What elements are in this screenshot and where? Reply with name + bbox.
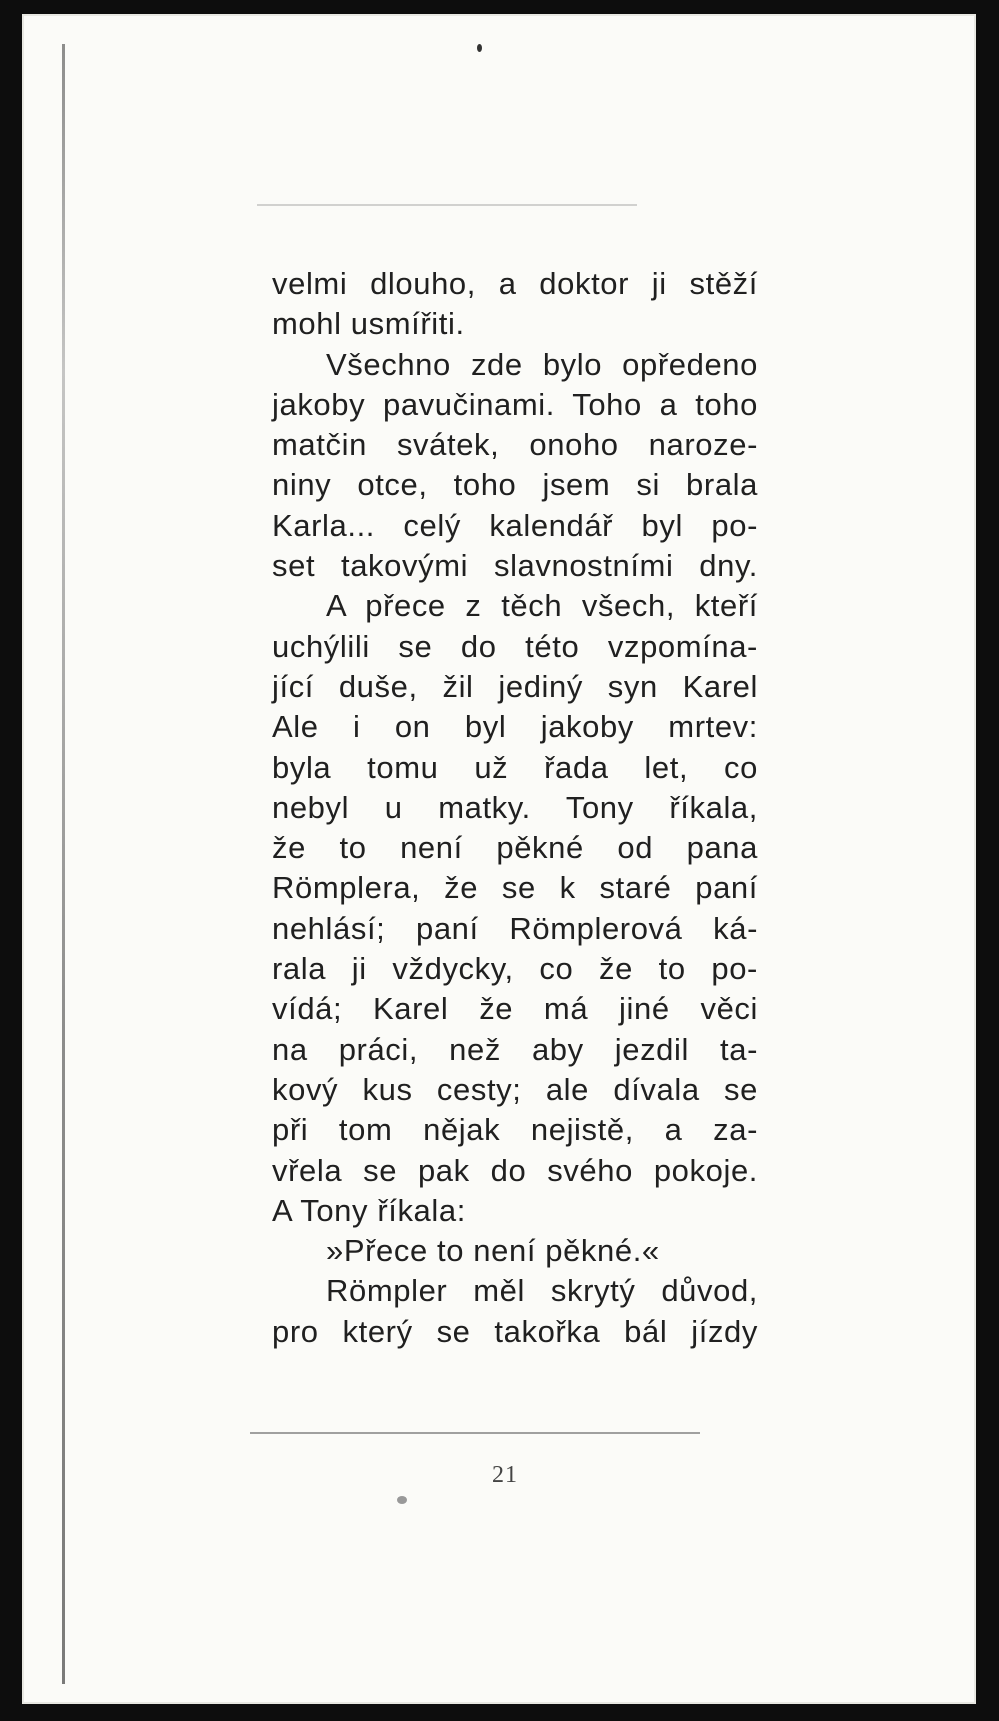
scan-left-edge [62, 44, 65, 1684]
text-line: Karla... celý kalendář byl po- [272, 507, 758, 543]
text-line: Všechno zde bylo opředeno [326, 346, 758, 382]
top-rule [257, 204, 637, 206]
text-line: jící duše, žil jediný syn Karel [272, 668, 758, 704]
scan-speck [477, 44, 482, 52]
text-line: na práci, než aby jezdil ta- [272, 1031, 758, 1067]
text-line: jakoby pavučinami. Toho a toho [272, 386, 758, 422]
text-line: Römpler měl skrytý důvod, [326, 1273, 758, 1309]
text-line: kový kus cesty; ale dívala se [272, 1071, 758, 1107]
scan-speck [397, 1496, 407, 1504]
footer-rule [250, 1432, 700, 1434]
text-line: niny otce, toho jsem si brala [272, 467, 758, 503]
page-number: 21 [492, 1462, 518, 1488]
body-text [272, 264, 758, 1352]
text-line: velmi dlouho, a doktor ji stěží [272, 266, 758, 301]
text-line: set takovými slavnostními dny. [272, 548, 758, 584]
text-line: uchýlili se do této vzpomína- [272, 628, 758, 664]
text-line: vřela se pak do svého pokoje. [272, 1152, 758, 1188]
text-line: Römplera, že se k staré paní [272, 870, 758, 906]
text-line: matčin svátek, onoho naroze- [272, 427, 758, 463]
text-line: rala ji vždycky, co že to po- [272, 951, 758, 987]
text-line: A Tony říkala: [272, 1192, 466, 1228]
text-line: »Přece to není pěkné.« [326, 1233, 660, 1269]
text-line: nehlásí; paní Römplerová ká- [272, 910, 758, 946]
text-line: byla tomu už řada let, co [272, 749, 758, 785]
text-line: Ale i on byl jakoby mrtev: [272, 709, 758, 745]
book-page [22, 14, 976, 1704]
text-line: že to není pěkné od pana [272, 830, 758, 866]
text-line: pro který se takořka bál jízdy [272, 1313, 758, 1349]
text-line: vídá; Karel že má jiné věci [272, 991, 758, 1027]
text-line: při tom nějak nejistě, a za- [272, 1112, 758, 1148]
text-line: nebyl u matky. Tony říkala, [272, 789, 758, 825]
text-line: A přece z těch všech, kteří [326, 588, 758, 624]
text-line: mohl usmířiti. [272, 306, 465, 342]
